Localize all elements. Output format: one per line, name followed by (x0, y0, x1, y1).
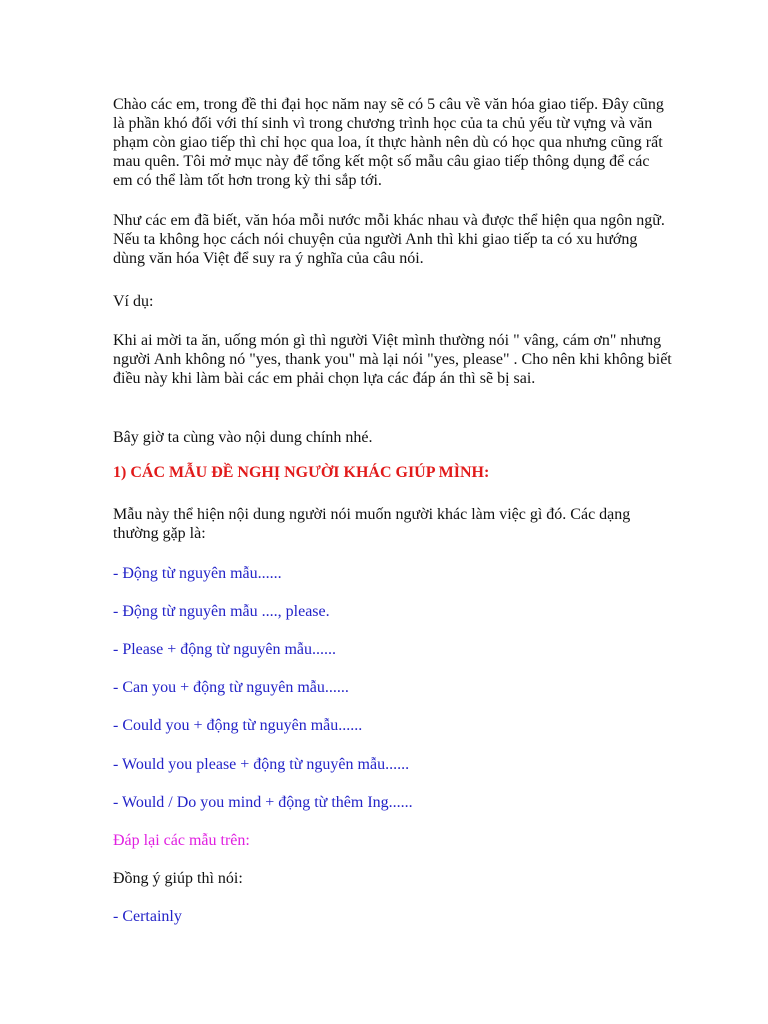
example-paragraph: Khi ai mời ta ăn, uống món gì thì người Việt mình thường nói " vâng, cám ơn" nhưng người Anh không nó "yes, thank you" mà lại nói "yes, please" . Cho nên khi không biết điều này khi làm bài các em phải chọn lựa các đáp án thì sẽ bị sai. (113, 332, 672, 387)
intro-paragraph: Chào các em, trong đề thi đại học năm nay sẽ có 5 câu về văn hóa giao tiếp. Đây cũng là phần khó đối với thí sinh vì trong chương trình học của ta chủ yếu từ vựng và văn phạm còn giao tiếp thì chỉ học qua loa, ít thực hành nên dù có học qua nhưng cũng rất mau quên. Tôi mở mục này để tổng kết một số mẫu câu giao tiếp thông dụng để các em có thể làm tốt hơn trong kỳ thi sắp tới. (113, 96, 664, 189)
pattern-item: - Would you please + động từ nguyên mẫu...... (113, 756, 410, 773)
example-label: Ví dụ: (113, 293, 154, 310)
culture-paragraph: Như các em đã biết, văn hóa mỗi nước mỗi khác nhau và được thể hiện qua ngôn ngữ. Nếu ta không học cách nói chuyện của người Anh thì khi giao tiếp ta có xu hướng dùng văn hóa Việt để suy ra ý nghĩa của câu nói. (113, 212, 665, 267)
pattern-item: - Can you + động từ nguyên mẫu...... (113, 679, 349, 696)
pattern-item: - Please + động từ nguyên mẫu...... (113, 641, 336, 658)
response-item: - Certainly (113, 908, 182, 925)
pattern-item: - Would / Do you mind + động từ thêm Ing...... (113, 794, 413, 811)
pattern-item: - Động từ nguyên mẫu ...., please. (113, 603, 330, 620)
pattern-item: - Động từ nguyên mẫu...... (113, 565, 282, 582)
response-heading: Đáp lại các mẫu trên: (113, 832, 250, 849)
section-heading: 1) CÁC MẪU ĐỀ NGHỊ NGƯỜI KHÁC GIÚP MÌNH: (113, 464, 490, 481)
transition-paragraph: Bây giờ ta cùng vào nội dung chính nhé. (113, 429, 373, 446)
agree-label: Đồng ý giúp thì nói: (113, 870, 243, 887)
section-intro-paragraph: Mẫu này thể hiện nội dung người nói muốn người khác làm việc gì đó. Các dạng thường gặp là: (113, 506, 631, 542)
pattern-item: - Could you + động từ nguyên mẫu...... (113, 717, 363, 734)
